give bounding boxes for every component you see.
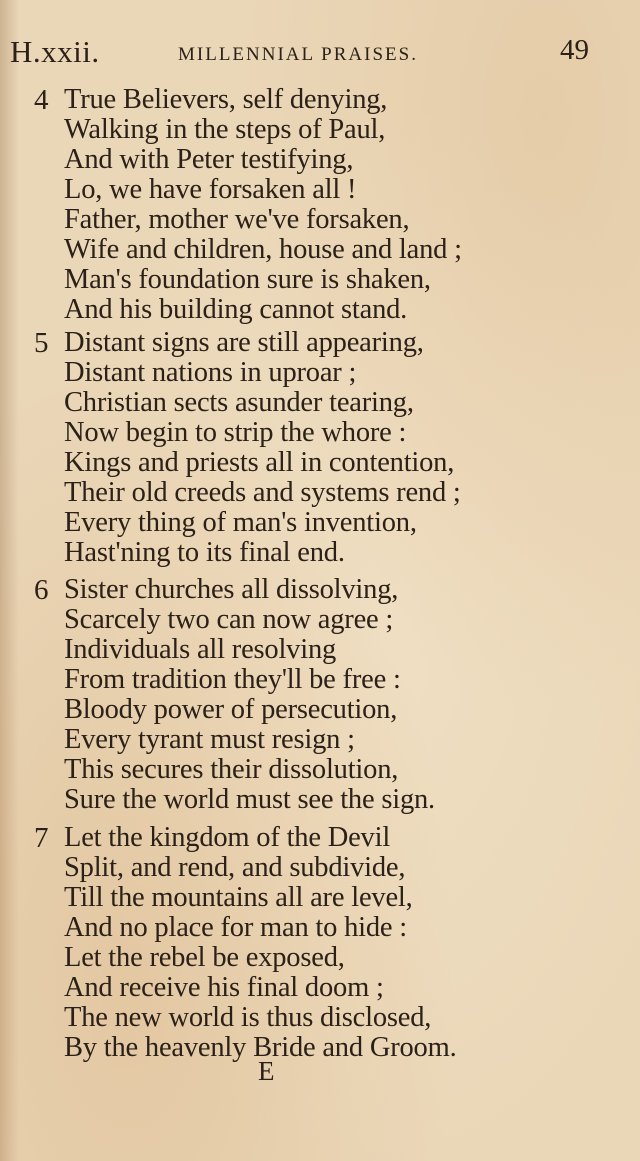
verse-line: Father, mother we've forsaken, bbox=[64, 204, 410, 235]
verse-line: Till the mountains all are level, bbox=[64, 882, 413, 913]
stanza-lines bbox=[64, 328, 461, 568]
verse-line: From tradition they'll be free : bbox=[64, 664, 401, 695]
verse-line: Every tyrant must resign ; bbox=[64, 724, 355, 755]
verse-line: Individuals all resolving bbox=[64, 634, 337, 665]
hymn-number: H.xxii. bbox=[10, 34, 100, 69]
verse-line: By the heavenly Bride and Groom. bbox=[64, 1032, 457, 1063]
verse-line: Walking in the steps of Paul, bbox=[64, 114, 386, 145]
verse-line: Sister churches all dissolving, bbox=[64, 574, 399, 605]
verse-line: Kings and priests all in contention, bbox=[64, 447, 455, 478]
stanza-number: 5 bbox=[34, 327, 49, 359]
running-title: MILLENNIAL PRAISES. bbox=[178, 44, 418, 65]
verse-line: Man's foundation sure is shaken, bbox=[64, 264, 431, 295]
verse-line: Sure the world must see the sign. bbox=[64, 784, 435, 815]
verse-line: Lo, we have forsaken all ! bbox=[64, 174, 357, 205]
stanza-lines bbox=[64, 85, 462, 325]
verse-line: Now begin to strip the whore : bbox=[64, 417, 407, 448]
stanza-number: 6 bbox=[34, 574, 49, 606]
verse-line: And with Peter testifying, bbox=[64, 144, 354, 175]
stanza-lines bbox=[64, 575, 435, 815]
verse-line: Split, and rend, and subdivide, bbox=[64, 852, 406, 883]
stanza-number: 7 bbox=[34, 822, 49, 854]
verse-line: Bloody power of persecution, bbox=[64, 694, 398, 725]
running-head bbox=[0, 30, 640, 70]
page-number: 49 bbox=[560, 34, 589, 66]
verse-line: And his building cannot stand. bbox=[64, 294, 408, 325]
signature-mark: E bbox=[258, 1056, 275, 1086]
verse-line: Distant nations in uproar ; bbox=[64, 357, 357, 388]
verse-line: Christian sects asunder tearing, bbox=[64, 387, 414, 418]
verse-line: And receive his final doom ; bbox=[64, 972, 384, 1003]
verse-line: Their old creeds and systems rend ; bbox=[64, 477, 461, 508]
verse-line: The new world is thus disclosed, bbox=[64, 1002, 432, 1033]
verse-line: Wife and children, house and land ; bbox=[64, 234, 462, 265]
verse-line: True Believers, self denying, bbox=[64, 84, 388, 115]
verse-line: Scarcely two can now agree ; bbox=[64, 604, 394, 635]
verse-line: And no place for man to hide : bbox=[64, 912, 408, 943]
stanza-lines bbox=[64, 823, 457, 1063]
verse-line: Hast'ning to its final end. bbox=[64, 537, 345, 568]
verse-line: Distant signs are still appearing, bbox=[64, 327, 424, 358]
verse-line: Let the kingdom of the Devil bbox=[64, 822, 391, 853]
verse-line: This secures their dissolution, bbox=[64, 754, 399, 785]
stanza-number: 4 bbox=[34, 84, 49, 116]
verse-line: Let the rebel be exposed, bbox=[64, 942, 345, 973]
verse-line: Every thing of man's invention, bbox=[64, 507, 417, 538]
